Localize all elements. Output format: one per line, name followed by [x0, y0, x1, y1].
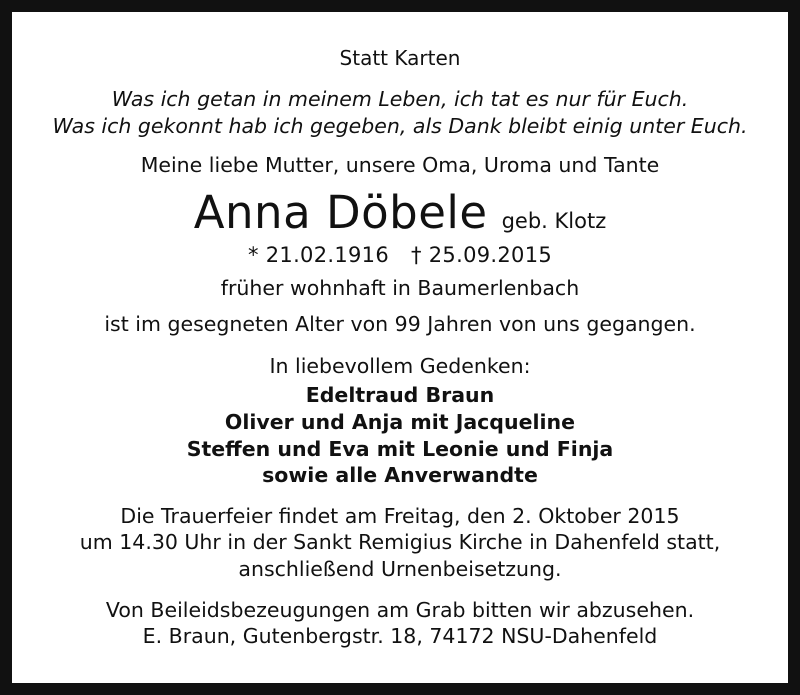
verse-line-1: Was ich getan in meinem Leben, ich tat es nur für Euch. — [111, 87, 689, 112]
closing-block — [106, 597, 694, 650]
ceremony-line: Die Trauerfeier findet am Freitag, den 2. Oktober 2015 — [120, 503, 680, 528]
family-line: Edeltraud Braun — [305, 383, 495, 408]
intro-text: Meine liebe Mutter, unsere Oma, Uroma und Tante — [140, 152, 660, 177]
verse-block — [52, 86, 747, 139]
residence-text: früher wohnhaft in Baumerlenbach — [220, 276, 580, 301]
death-date: † 25.09.2015 — [411, 242, 553, 267]
statt-karten-text: Statt Karten — [339, 46, 461, 70]
deceased-maiden-name: geb. Klotz — [501, 208, 607, 233]
closing-line: E. Braun, Gutenbergstr. 18, 74172 NSU-Dahenfeld — [142, 624, 658, 649]
deceased-name-row — [194, 186, 606, 239]
passed-text: ist im gesegneten Alter von 99 Jahren von uns gegangen. — [104, 312, 696, 337]
life-dates — [42, 243, 758, 269]
family-line: Steffen und Eva mit Leonie und Finja — [186, 436, 614, 461]
family-line: sowie alle Anverwandte — [262, 463, 538, 488]
birth-date: * 21.02.1916 — [247, 242, 389, 267]
deceased-name: Anna Döbele — [193, 185, 488, 239]
verse-line-2: Was ich gekonnt hab ich gegeben, als Dank bleibt einig unter Euch. — [52, 114, 748, 139]
closing-line: Von Beileidsbezeugungen am Grab bitten wir abzusehen. — [105, 597, 695, 622]
ceremony-block — [80, 503, 720, 583]
ceremony-line: anschließend Urnenbeisetzung. — [238, 557, 562, 582]
ceremony-line: um 14.30 Uhr in der Sankt Remigius Kirche in Dahenfeld statt, — [79, 530, 721, 555]
memory-heading: In liebevollem Gedenken: — [269, 354, 531, 379]
family-block — [187, 382, 614, 489]
family-line: Oliver und Anja mit Jacqueline — [224, 409, 576, 434]
